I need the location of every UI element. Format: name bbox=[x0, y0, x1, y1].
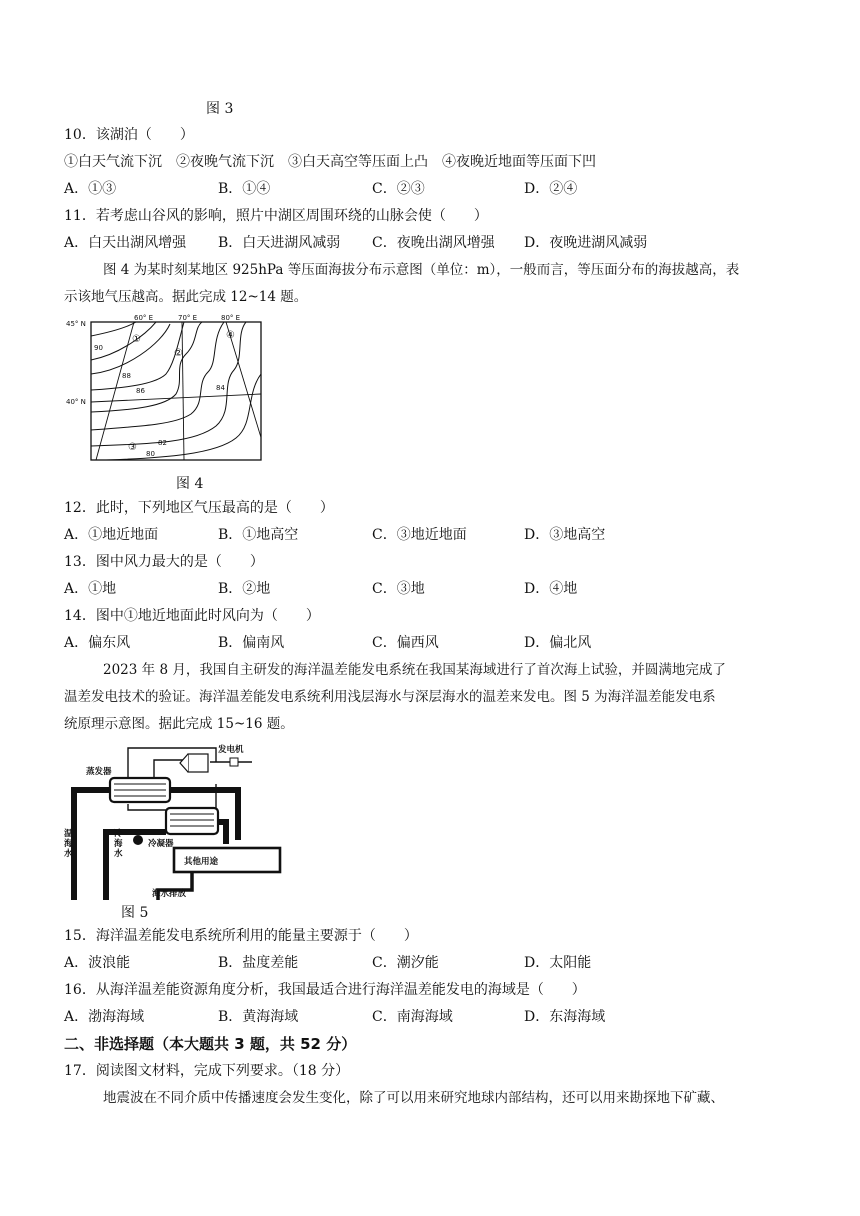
intro-12-14-line2: 示该地气压越高。据此完成 12~14 题。 bbox=[64, 289, 308, 305]
lon-label-70e: 70° E bbox=[178, 314, 198, 322]
q10-stem: 10．该湖泊（ ） bbox=[64, 127, 194, 143]
q17-stem: 17．阅读图文材料，完成下列要求。（18 分） bbox=[64, 1063, 350, 1079]
q12-option-d: D．③地高空 bbox=[524, 527, 606, 543]
q12-option-b: B．①地高空 bbox=[218, 527, 299, 543]
q13-option-a: A．①地 bbox=[64, 581, 117, 597]
contour-84b bbox=[91, 322, 224, 430]
contour-label-82: 82 bbox=[158, 439, 167, 447]
q16-option-c: C．南海海域 bbox=[372, 1009, 453, 1025]
parallel-40n bbox=[91, 394, 261, 402]
pump bbox=[133, 835, 143, 845]
meridian-80e bbox=[226, 322, 266, 454]
q15-option-d: D．太阳能 bbox=[524, 955, 592, 971]
q11-option-c: C．夜晚出湖风增强 bbox=[372, 235, 495, 251]
q13-option-b: B．②地 bbox=[218, 581, 271, 597]
contour-label-88: 88 bbox=[122, 372, 131, 380]
q10-option-a: A．①③ bbox=[64, 181, 117, 197]
lon-label-60e: 60° E bbox=[134, 314, 154, 322]
generator-label: 发电机 bbox=[218, 745, 244, 755]
lat-label-40n: 40° N bbox=[66, 398, 86, 406]
q15-option-c: C．潮汐能 bbox=[372, 955, 439, 971]
q14-option-b: B．偏南风 bbox=[218, 635, 285, 651]
warm-water-label-1: 温 bbox=[64, 829, 73, 839]
intro-15-16-line3: 统原理示意图。据此完成 15~16 题。 bbox=[64, 716, 294, 732]
q16-option-d: D．东海海域 bbox=[524, 1009, 606, 1025]
q16-option-a: A．渤海海域 bbox=[64, 1009, 145, 1025]
point-2: ② bbox=[174, 348, 183, 359]
intro-12-14-line1: 图 4 为某时刻某地区 925hPa 等压面海拔分布示意图（单位：m），一般而言，等压面分布的海拔越高，表 bbox=[103, 262, 740, 278]
q10-items: ①白天气流下沉 ②夜晚气流下沉 ③白天高空等压面上凸 ④夜晚近地面等压面下凹 bbox=[64, 154, 596, 170]
q14-option-d: D．偏北风 bbox=[524, 635, 592, 651]
q11-option-b: B．白天进湖风减弱 bbox=[218, 235, 341, 251]
q17-paragraph: 地震波在不同介质中传播速度会发生变化，除了可以用来研究地球内部结构，还可以用来勘探地下矿藏、 bbox=[103, 1090, 724, 1106]
q16-option-b: B．黄海海域 bbox=[218, 1009, 299, 1025]
condenser-label: 冷凝器 bbox=[148, 839, 174, 849]
fig4-map bbox=[66, 314, 266, 466]
contour-label-80: 80 bbox=[146, 450, 155, 458]
cold-water-label-3: 水 bbox=[114, 849, 123, 859]
q14-stem: 14．图中①地近地面此时风向为（ ） bbox=[64, 608, 320, 624]
q13-stem: 13．图中风力最大的是（ ） bbox=[64, 554, 264, 570]
evaporator-label: 蒸发器 bbox=[86, 767, 112, 777]
fig4-caption: 图 4 bbox=[176, 476, 204, 492]
lon-label-80e: 80° E bbox=[221, 314, 241, 322]
q10-option-b: B．①④ bbox=[218, 181, 271, 197]
warm-water-label-2: 海 bbox=[64, 839, 73, 849]
q13-option-d: D．④地 bbox=[524, 581, 578, 597]
fig3-caption: 图 3 bbox=[206, 101, 234, 117]
condenser bbox=[148, 808, 218, 849]
fig5-diagram bbox=[66, 740, 286, 900]
contour-90 bbox=[91, 322, 136, 336]
q13-option-c: C．③地 bbox=[372, 581, 425, 597]
section2-title: 二、非选择题（本大题共 3 题，共 52 分） bbox=[64, 1035, 357, 1053]
contour-label-84: 84 bbox=[216, 384, 225, 392]
q11-stem: 11．若考虑山谷风的影响，照片中湖区周围环绕的山脉会使（ ） bbox=[64, 208, 488, 224]
cold-water-label-1: 冷 bbox=[114, 829, 123, 839]
q16-stem: 16．从海洋温差能资源角度分析，我国最适合进行海洋温差能发电的海域是（ ） bbox=[64, 982, 586, 998]
q11-option-a: A．白天出湖风增强 bbox=[64, 235, 187, 251]
discharge-label: 海水排放 bbox=[152, 889, 187, 899]
intro-15-16-line1: 2023 年 8 月，我国自主研发的海洋温差能发电系统在我国某海域进行了首次海上试验，并圆满地完成了 bbox=[103, 662, 726, 678]
other-use-label: 其他用途 bbox=[184, 857, 219, 867]
contour-label-90: 90 bbox=[94, 344, 103, 352]
q15-option-a: A．波浪能 bbox=[64, 955, 131, 971]
point-3: ③ bbox=[128, 442, 137, 453]
q12-option-c: C．③地近地面 bbox=[372, 527, 467, 543]
q10-option-d: D．②④ bbox=[524, 181, 578, 197]
point-4: ④ bbox=[226, 330, 235, 341]
fig5-caption: 图 5 bbox=[121, 905, 149, 921]
contour-label-86: 86 bbox=[136, 387, 145, 395]
q15-option-b: B．盐度差能 bbox=[218, 955, 299, 971]
q14-option-a: A．偏东风 bbox=[64, 635, 131, 651]
cold-water-label-2: 海 bbox=[114, 839, 123, 849]
q10-option-c: C．②③ bbox=[372, 181, 425, 197]
meridian-60e bbox=[96, 322, 134, 460]
point-1: ① bbox=[132, 334, 141, 345]
q14-option-c: C．偏西风 bbox=[372, 635, 439, 651]
q11-option-d: D．夜晚进湖风减弱 bbox=[524, 235, 648, 251]
intro-15-16-line2: 温差发电技术的验证。海洋温差能发电系统利用浅层海水与深层海水的温差来发电。图 5 为海洋温差能发电系 bbox=[64, 689, 716, 705]
lat-label-45n: 45° N bbox=[66, 320, 86, 328]
warm-water-label-3: 水 bbox=[64, 849, 73, 859]
q12-stem: 12．此时，下列地区气压最高的是（ ） bbox=[64, 500, 334, 516]
q12-option-a: A．①地近地面 bbox=[64, 527, 159, 543]
contour-84 bbox=[91, 322, 202, 412]
q15-stem: 15．海洋温差能发电系统所利用的能量主要源于（ ） bbox=[64, 928, 418, 944]
